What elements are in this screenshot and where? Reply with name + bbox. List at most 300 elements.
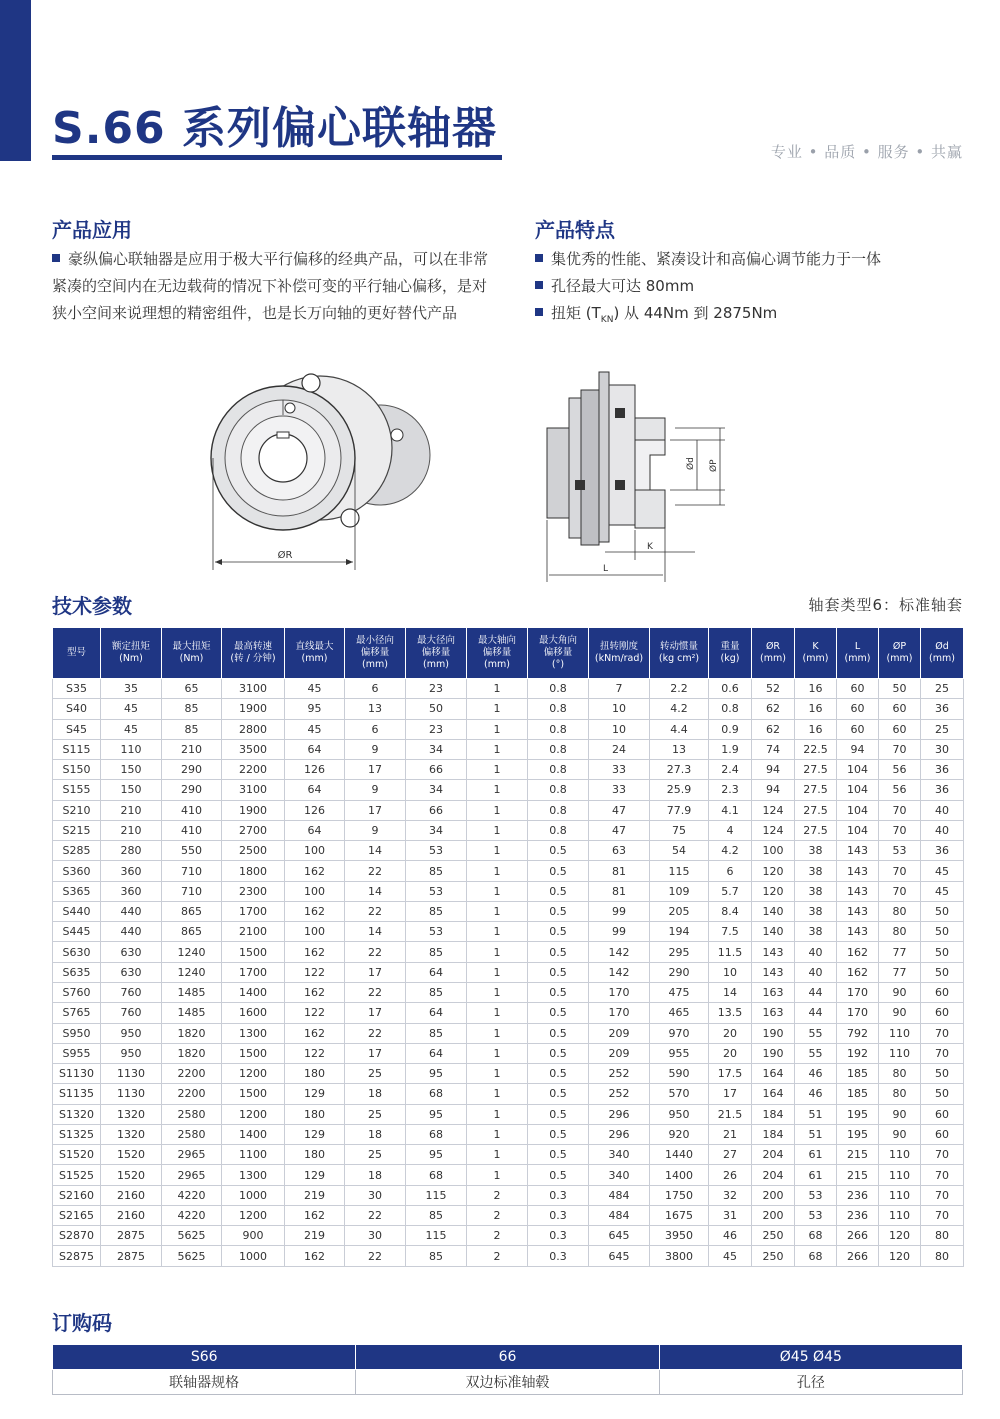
table-cell: 99 xyxy=(589,922,650,942)
table-row xyxy=(53,982,964,1002)
table-cell: 17.5 xyxy=(709,1064,752,1084)
table-cell: 1485 xyxy=(162,1003,222,1023)
table-cell: 18 xyxy=(345,1165,406,1185)
table-cell: 0.5 xyxy=(528,1104,589,1124)
table-cell: 60 xyxy=(837,719,879,739)
table-cell: 45 xyxy=(285,719,345,739)
table-cell: 80 xyxy=(879,1084,921,1104)
feature-item xyxy=(535,275,694,296)
table-cell: 80 xyxy=(921,1226,964,1246)
table-cell: 110 xyxy=(879,1165,921,1185)
table-cell: 104 xyxy=(837,800,879,820)
table-cell: 26 xyxy=(709,1165,752,1185)
table-cell: 4 xyxy=(709,820,752,840)
table-cell: 8.4 xyxy=(709,901,752,921)
specs-header-line: L xyxy=(854,641,861,652)
table-cell: 7.5 xyxy=(709,922,752,942)
table-cell: 20 xyxy=(709,1043,752,1063)
table-cell: 3950 xyxy=(650,1226,709,1246)
table-row xyxy=(53,1043,964,1063)
table-cell: 1500 xyxy=(222,1043,285,1063)
table-cell: 61 xyxy=(795,1145,837,1165)
table-cell: 2580 xyxy=(162,1104,222,1124)
table-cell: 110 xyxy=(879,1043,921,1063)
table-cell: 1900 xyxy=(222,699,285,719)
table-cell: 50 xyxy=(406,699,467,719)
table-row xyxy=(53,699,964,719)
table-cell: 7 xyxy=(589,679,650,699)
table-cell: 68 xyxy=(406,1165,467,1185)
table-cell: 1500 xyxy=(222,1084,285,1104)
table-cell: 1300 xyxy=(222,1165,285,1185)
table-cell: 1 xyxy=(467,739,528,759)
table-cell: 760 xyxy=(101,982,162,1002)
table-cell: 10 xyxy=(589,719,650,739)
feature-text: ) 从 44Nm 到 2875Nm xyxy=(613,304,778,322)
table-cell: S115 xyxy=(53,739,101,759)
table-cell: 126 xyxy=(285,800,345,820)
table-cell: 64 xyxy=(406,962,467,982)
table-cell: 60 xyxy=(921,1124,964,1144)
table-row xyxy=(53,1205,964,1225)
table-cell: 70 xyxy=(879,881,921,901)
table-cell: 2875 xyxy=(101,1246,162,1266)
table-cell: 90 xyxy=(879,1104,921,1124)
table-row xyxy=(53,820,964,840)
table-cell: 140 xyxy=(752,922,795,942)
table-cell: 61 xyxy=(795,1165,837,1185)
table-cell: 296 xyxy=(589,1124,650,1144)
table-cell: 1700 xyxy=(222,901,285,921)
table-cell: 110 xyxy=(879,1023,921,1043)
table-cell: 1 xyxy=(467,699,528,719)
table-cell: 1 xyxy=(467,841,528,861)
table-cell: 1 xyxy=(467,820,528,840)
table-cell: 104 xyxy=(837,820,879,840)
table-cell: 22 xyxy=(345,861,406,881)
table-cell: 1800 xyxy=(222,861,285,881)
specs-header-cell xyxy=(345,628,406,679)
table-cell: 2875 xyxy=(101,1226,162,1246)
table-cell: 70 xyxy=(921,1205,964,1225)
table-cell: 792 xyxy=(837,1023,879,1043)
table-row xyxy=(53,1104,964,1124)
table-cell: 1130 xyxy=(101,1084,162,1104)
table-cell: 64 xyxy=(285,820,345,840)
table-cell: 10 xyxy=(589,699,650,719)
table-cell: 66 xyxy=(406,800,467,820)
table-cell: 215 xyxy=(837,1165,879,1185)
table-cell: 0.8 xyxy=(528,679,589,699)
table-cell: 5625 xyxy=(162,1226,222,1246)
table-row xyxy=(53,1084,964,1104)
table-cell: 50 xyxy=(921,962,964,982)
table-cell: 70 xyxy=(921,1043,964,1063)
table-cell: S2165 xyxy=(53,1205,101,1225)
table-cell: 0.5 xyxy=(528,962,589,982)
table-cell: 38 xyxy=(795,881,837,901)
table-cell: 162 xyxy=(285,1023,345,1043)
table-cell: 68 xyxy=(406,1124,467,1144)
table-cell: 50 xyxy=(879,679,921,699)
table-cell: S2870 xyxy=(53,1226,101,1246)
table-cell: 6 xyxy=(709,861,752,881)
table-cell: 95 xyxy=(406,1064,467,1084)
table-cell: 60 xyxy=(837,679,879,699)
table-cell: 236 xyxy=(837,1205,879,1225)
table-cell: 710 xyxy=(162,861,222,881)
specs-header-cell xyxy=(53,628,101,679)
table-cell: S40 xyxy=(53,699,101,719)
table-cell: 50 xyxy=(921,942,964,962)
table-cell: 170 xyxy=(589,1003,650,1023)
table-cell: 85 xyxy=(406,1246,467,1266)
table-cell: 36 xyxy=(921,841,964,861)
table-cell: 184 xyxy=(752,1124,795,1144)
dim-label-p: ØP xyxy=(709,459,719,472)
table-cell: 1 xyxy=(467,719,528,739)
table-cell: 95 xyxy=(406,1145,467,1165)
table-cell: S1135 xyxy=(53,1084,101,1104)
table-cell: 484 xyxy=(589,1185,650,1205)
table-cell: 20 xyxy=(709,1023,752,1043)
table-cell: 110 xyxy=(101,739,162,759)
table-cell: 215 xyxy=(837,1145,879,1165)
table-cell: 1200 xyxy=(222,1104,285,1124)
table-cell: 17 xyxy=(345,1003,406,1023)
table-cell: S210 xyxy=(53,800,101,820)
table-cell: 295 xyxy=(650,942,709,962)
table-cell: S1520 xyxy=(53,1145,101,1165)
table-cell: 143 xyxy=(837,922,879,942)
table-cell: 104 xyxy=(837,780,879,800)
table-cell: 50 xyxy=(921,1084,964,1104)
specs-header-line: (kNm/rad) xyxy=(594,653,644,664)
specs-header-line: 重量 xyxy=(720,641,740,652)
table-cell: 75 xyxy=(650,820,709,840)
table-cell: 55 xyxy=(795,1023,837,1043)
table-cell: 170 xyxy=(589,982,650,1002)
table-cell: 1 xyxy=(467,982,528,1002)
table-cell: 110 xyxy=(879,1145,921,1165)
application-title: 产品应用 xyxy=(52,218,132,242)
dim-label-k: K xyxy=(647,542,653,552)
table-cell: 25 xyxy=(921,719,964,739)
table-cell: 195 xyxy=(837,1124,879,1144)
feature-item xyxy=(535,248,881,269)
table-cell: 4.2 xyxy=(709,841,752,861)
table-cell: 280 xyxy=(101,841,162,861)
table-cell: 630 xyxy=(101,942,162,962)
specs-header-line: 偏移量 xyxy=(360,647,390,658)
table-cell: 2200 xyxy=(162,1064,222,1084)
table-cell: 56 xyxy=(879,780,921,800)
table-cell: 0.5 xyxy=(528,1145,589,1165)
specs-header-line: (Nm) xyxy=(119,653,143,664)
table-cell: 150 xyxy=(101,760,162,780)
table-cell: 70 xyxy=(879,800,921,820)
table-cell: 1 xyxy=(467,922,528,942)
table-cell: S365 xyxy=(53,881,101,901)
table-cell: 60 xyxy=(879,699,921,719)
table-cell: 1.9 xyxy=(709,739,752,759)
table-cell: 410 xyxy=(162,820,222,840)
table-cell: 1820 xyxy=(162,1043,222,1063)
table-cell: 85 xyxy=(406,942,467,962)
application-text xyxy=(52,246,492,327)
feature-subscript: KN xyxy=(600,315,614,325)
table-cell: 465 xyxy=(650,1003,709,1023)
specs-header-line: (mm) xyxy=(886,653,913,664)
table-cell: 38 xyxy=(795,861,837,881)
table-cell: 47 xyxy=(589,820,650,840)
table-cell: 162 xyxy=(285,901,345,921)
table-cell: 53 xyxy=(406,922,467,942)
table-cell: 122 xyxy=(285,1003,345,1023)
table-cell: 53 xyxy=(879,841,921,861)
specs-header-line: 最大角向 xyxy=(538,635,577,646)
table-cell: 2 xyxy=(467,1246,528,1266)
table-cell: 0.9 xyxy=(709,719,752,739)
table-cell: 340 xyxy=(589,1165,650,1185)
table-cell: 1 xyxy=(467,1084,528,1104)
feature-text: 集优秀的性能、紧凑设计和高偏心调节能力于一体 xyxy=(551,250,882,268)
table-cell: 46 xyxy=(795,1064,837,1084)
table-row xyxy=(53,1165,964,1185)
table-cell: 70 xyxy=(921,1145,964,1165)
table-cell: 950 xyxy=(101,1043,162,1063)
table-cell: 40 xyxy=(795,942,837,962)
table-cell: 1440 xyxy=(650,1145,709,1165)
specs-header-line: (mm) xyxy=(844,653,871,664)
table-cell: 252 xyxy=(589,1084,650,1104)
table-cell: S630 xyxy=(53,942,101,962)
table-cell: 24 xyxy=(589,739,650,759)
specs-body xyxy=(53,679,964,1267)
table-cell: 1700 xyxy=(222,962,285,982)
table-cell: 950 xyxy=(101,1023,162,1043)
table-cell: 710 xyxy=(162,881,222,901)
table-cell: 122 xyxy=(285,962,345,982)
table-cell: 33 xyxy=(589,780,650,800)
table-cell: 185 xyxy=(837,1084,879,1104)
table-cell: 40 xyxy=(921,820,964,840)
table-cell: 124 xyxy=(752,800,795,820)
table-cell: 63 xyxy=(589,841,650,861)
table-cell: 0.6 xyxy=(709,679,752,699)
table-cell: S765 xyxy=(53,1003,101,1023)
table-cell: 27.5 xyxy=(795,800,837,820)
table-cell: 0.8 xyxy=(528,780,589,800)
table-cell: 290 xyxy=(162,760,222,780)
table-cell: 250 xyxy=(752,1226,795,1246)
table-cell: 192 xyxy=(837,1043,879,1063)
table-cell: 2.4 xyxy=(709,760,752,780)
table-cell: 22 xyxy=(345,1246,406,1266)
table-cell: 162 xyxy=(285,982,345,1002)
table-cell: 104 xyxy=(837,760,879,780)
specs-header-cell xyxy=(285,628,345,679)
table-cell: 124 xyxy=(752,820,795,840)
table-cell: 13 xyxy=(650,739,709,759)
table-cell: 60 xyxy=(837,699,879,719)
table-cell: 51 xyxy=(795,1124,837,1144)
table-cell: 645 xyxy=(589,1226,650,1246)
table-cell: 1 xyxy=(467,800,528,820)
table-cell: 190 xyxy=(752,1023,795,1043)
table-cell: S1525 xyxy=(53,1165,101,1185)
table-cell: 90 xyxy=(879,1003,921,1023)
table-cell: 94 xyxy=(752,760,795,780)
table-cell: 22 xyxy=(345,1023,406,1043)
table-cell: 1 xyxy=(467,942,528,962)
table-cell: 110 xyxy=(879,1185,921,1205)
slogan: 专业 • 品质 • 服务 • 共赢 xyxy=(770,143,963,161)
table-cell: 200 xyxy=(752,1205,795,1225)
table-cell: 100 xyxy=(285,922,345,942)
table-cell: 0.5 xyxy=(528,881,589,901)
table-cell: 38 xyxy=(795,841,837,861)
dim-label-d: Ød xyxy=(686,457,696,470)
table-cell: 2160 xyxy=(101,1205,162,1225)
table-cell: 64 xyxy=(406,1043,467,1063)
dim-label-r: ØR xyxy=(277,550,293,561)
table-cell: 18 xyxy=(345,1084,406,1104)
table-cell: 25 xyxy=(921,679,964,699)
table-row xyxy=(53,1145,964,1165)
table-cell: 53 xyxy=(795,1185,837,1205)
table-cell: 10 xyxy=(709,962,752,982)
table-cell: 27 xyxy=(709,1145,752,1165)
table-cell: S950 xyxy=(53,1023,101,1043)
table-cell: 85 xyxy=(406,1205,467,1225)
table-cell: 865 xyxy=(162,901,222,921)
table-cell: 1 xyxy=(467,1003,528,1023)
table-cell: 21.5 xyxy=(709,1104,752,1124)
table-cell: 162 xyxy=(285,942,345,962)
table-cell: 2965 xyxy=(162,1165,222,1185)
table-cell: 1240 xyxy=(162,962,222,982)
table-cell: 80 xyxy=(879,1064,921,1084)
specs-header-line: 最小径向 xyxy=(355,635,394,646)
feature-text: 孔径最大可达 80mm xyxy=(551,277,695,295)
table-cell: 1000 xyxy=(222,1246,285,1266)
table-cell: 90 xyxy=(879,982,921,1002)
table-cell: 0.8 xyxy=(528,760,589,780)
table-cell: 2 xyxy=(467,1185,528,1205)
table-cell: 163 xyxy=(752,982,795,1002)
table-cell: 51 xyxy=(795,1104,837,1124)
table-cell: 3500 xyxy=(222,739,285,759)
table-cell: 27.5 xyxy=(795,820,837,840)
table-cell: 64 xyxy=(285,780,345,800)
table-cell: 2100 xyxy=(222,922,285,942)
table-cell: 110 xyxy=(879,1205,921,1225)
table-cell: 162 xyxy=(837,942,879,962)
table-cell: 0.5 xyxy=(528,841,589,861)
table-cell: S760 xyxy=(53,982,101,1002)
bullet-icon xyxy=(535,281,543,289)
table-cell: 46 xyxy=(795,1084,837,1104)
table-cell: 6 xyxy=(345,719,406,739)
table-cell: 340 xyxy=(589,1145,650,1165)
table-cell: 25 xyxy=(345,1104,406,1124)
table-cell: 2.2 xyxy=(650,679,709,699)
table-cell: 204 xyxy=(752,1145,795,1165)
table-cell: 126 xyxy=(285,760,345,780)
feature-item xyxy=(535,302,777,325)
table-cell: 195 xyxy=(837,1104,879,1124)
table-cell: 2200 xyxy=(162,1084,222,1104)
table-cell: 590 xyxy=(650,1064,709,1084)
coupling-front-view-figure xyxy=(205,360,435,580)
side-accent-bar xyxy=(0,0,31,161)
table-cell: 11.5 xyxy=(709,942,752,962)
table-cell: 1300 xyxy=(222,1023,285,1043)
table-cell: 0.5 xyxy=(528,1043,589,1063)
table-cell: 0.5 xyxy=(528,1064,589,1084)
table-cell: 475 xyxy=(650,982,709,1002)
table-cell: 70 xyxy=(921,1023,964,1043)
table-cell: S635 xyxy=(53,962,101,982)
table-cell: 9 xyxy=(345,739,406,759)
table-cell: S35 xyxy=(53,679,101,699)
table-cell: 1 xyxy=(467,1104,528,1124)
table-cell: 410 xyxy=(162,800,222,820)
table-cell: 100 xyxy=(285,841,345,861)
table-cell: 81 xyxy=(589,881,650,901)
table-cell: 3100 xyxy=(222,780,285,800)
specs-header-cell xyxy=(162,628,222,679)
table-cell: 1900 xyxy=(222,800,285,820)
table-cell: 1200 xyxy=(222,1205,285,1225)
table-cell: 0.5 xyxy=(528,922,589,942)
table-cell: 630 xyxy=(101,962,162,982)
table-cell: 34 xyxy=(406,780,467,800)
table-cell: 22 xyxy=(345,982,406,1002)
table-row xyxy=(53,1003,964,1023)
table-cell: 143 xyxy=(752,942,795,962)
table-cell: 80 xyxy=(879,922,921,942)
table-cell: 360 xyxy=(101,861,162,881)
table-cell: 0.3 xyxy=(528,1185,589,1205)
table-cell: 34 xyxy=(406,739,467,759)
order-code-cell: S66 xyxy=(53,1345,356,1370)
table-cell: 14 xyxy=(345,841,406,861)
table-cell: 0.5 xyxy=(528,1023,589,1043)
table-cell: 1400 xyxy=(650,1165,709,1185)
table-cell: 64 xyxy=(406,1003,467,1023)
table-cell: 65 xyxy=(162,679,222,699)
table-cell: 32 xyxy=(709,1185,752,1205)
table-cell: 129 xyxy=(285,1124,345,1144)
table-cell: 80 xyxy=(921,1246,964,1266)
table-cell: 645 xyxy=(589,1246,650,1266)
table-cell: 1520 xyxy=(101,1165,162,1185)
table-cell: 22.5 xyxy=(795,739,837,759)
table-cell: 45 xyxy=(709,1246,752,1266)
table-cell: 66 xyxy=(406,760,467,780)
table-cell: 0.8 xyxy=(528,699,589,719)
table-cell: 54 xyxy=(650,841,709,861)
table-cell: 30 xyxy=(345,1226,406,1246)
table-cell: 14 xyxy=(709,982,752,1002)
table-cell: 80 xyxy=(879,901,921,921)
feature-text: 扭矩 (T xyxy=(551,304,601,322)
table-cell: 30 xyxy=(921,739,964,759)
table-cell: 2 xyxy=(467,1226,528,1246)
table-cell: 36 xyxy=(921,699,964,719)
